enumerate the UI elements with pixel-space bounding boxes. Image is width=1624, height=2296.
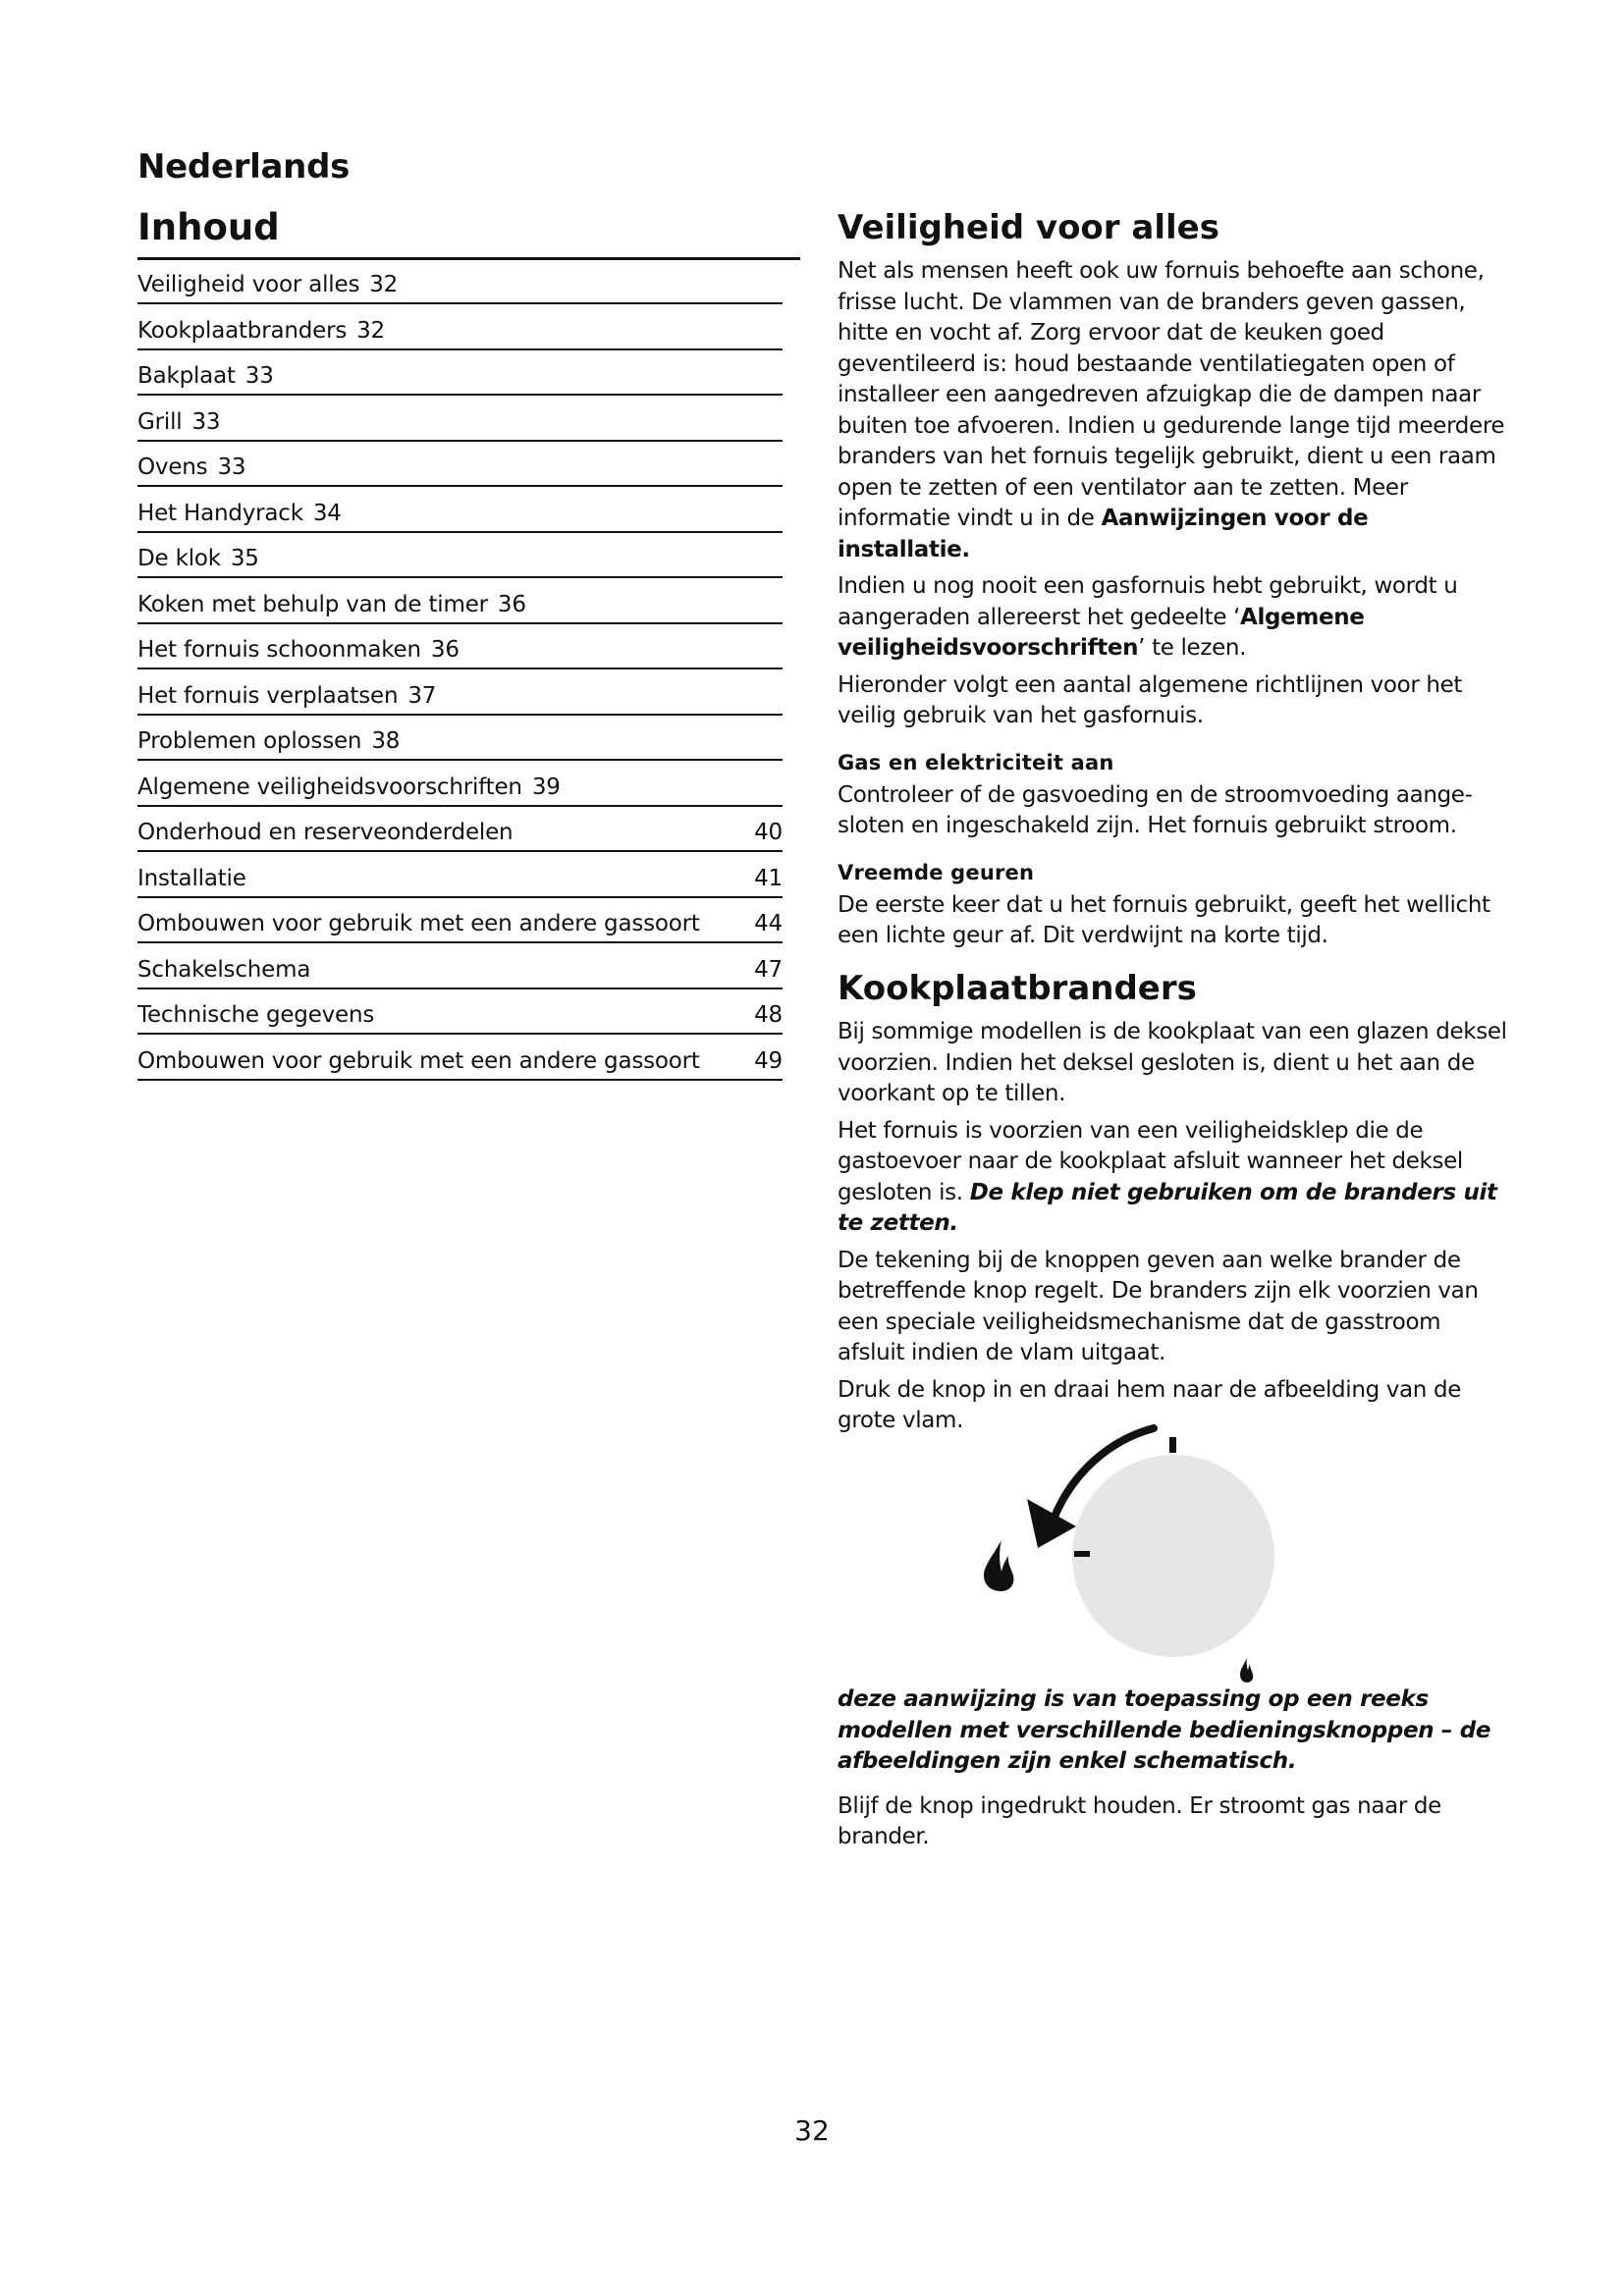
toc-entry-title: Grill	[137, 408, 183, 435]
toc-entry-line	[137, 683, 436, 709]
burners-paragraph: Druk de knop in en draai hem naar de afbeelding van de grote vlam.	[838, 1376, 1462, 1433]
subheading-gas-electricity: Gas en elektriciteit aan	[838, 750, 1114, 774]
toc-entry[interactable]	[137, 900, 783, 943]
toc-entry-page: 37	[407, 682, 437, 709]
toc-entry-page: 36	[430, 637, 460, 663]
toc-divider	[137, 257, 800, 260]
toc-entry[interactable]	[137, 991, 783, 1035]
page-number: 32	[794, 2114, 830, 2147]
toc-entry[interactable]	[137, 1038, 783, 1081]
burners-paragraph: Blijf de knop ingedrukt houden. Er stroomt gas naar de brander.	[838, 1792, 1441, 1849]
toc-entry-title: Algemene veiligheidsvoorschriften	[137, 774, 522, 800]
burners-title: Kookplaatbranders	[838, 969, 1197, 1008]
toc-entry-page: 32	[369, 272, 399, 297]
toc-entry-title: Het Handyrack	[137, 500, 303, 526]
burners-paragraph: Bij sommige modellen is de kookplaat van een glazen deksel voorzien. Indien het deksel gesloten is, dient u het aan de voorkant op te tillen.	[838, 1019, 1507, 1106]
toc-entry[interactable]	[137, 764, 783, 807]
toc-entry-title: Problemen oplossen	[137, 728, 362, 754]
toc-entry[interactable]	[137, 809, 783, 852]
knob-off-mark	[1169, 1437, 1176, 1453]
toc-entry[interactable]	[137, 946, 783, 989]
burners-section-continued	[838, 1684, 1507, 1853]
burners-section	[838, 969, 1507, 1437]
toc-entry-line	[137, 454, 245, 480]
toc-entry-line	[137, 774, 561, 800]
toc-entry-line	[137, 272, 398, 297]
language-heading: Nederlands	[137, 147, 351, 187]
toc-entry-page: 33	[244, 363, 274, 389]
safety-paragraph: Indien u nog nooit een gasfornuis hebt gebruikt, wordt u aangeraden allereerst het gedeelte ‘Algemene veiligheidsvoorschriften’ te lezen.	[838, 573, 1458, 661]
toc-entry-title: Kookplaatbranders	[137, 317, 348, 344]
toc-entry-page: 38	[371, 728, 401, 754]
toc-entry[interactable]	[137, 626, 783, 669]
safety-title: Veiligheid voor alles	[838, 208, 1219, 247]
toc-entry-page: 39	[531, 774, 561, 800]
toc-entry[interactable]	[137, 444, 783, 487]
toc-entry[interactable]	[137, 399, 783, 442]
toc-entry[interactable]	[137, 855, 783, 898]
toc-entry-page: 33	[191, 408, 221, 435]
safety-paragraph: Controleer of de gasvoeding en de stroomvoeding aangesloten en ingeschakeld zijn. Het fornuis gebruikt stroom.	[838, 781, 1473, 838]
toc-entry-line	[137, 409, 220, 435]
toc-entry[interactable]	[137, 672, 783, 716]
toc-title: Inhoud	[137, 206, 280, 248]
toc-entry-title: Ovens	[137, 454, 208, 480]
toc-entry[interactable]	[137, 581, 783, 624]
toc-entry-line	[137, 592, 526, 617]
toc-entry[interactable]	[137, 718, 783, 761]
toc-entry[interactable]	[137, 352, 783, 396]
toc-entry-title: Het fornuis verplaatsen	[137, 682, 399, 709]
small-flame-icon	[1240, 1658, 1253, 1682]
toc-entry[interactable]	[137, 261, 783, 304]
safety-paragraph: Net als mensen heeft ook uw fornuis behoefte aan schone, frisse lucht. De vlammen van de branders geven gassen, hitte en vocht af. Zorg ervoor dat de keuken goed geventileerd is: houd bestaande ventilatiegaten open of installeer een aangedreven afzuigkap die de dampen naar buiten toe afvoeren. Indien u gedurende lange tijd meerdere branders van het fornuis tegelijk gebruikt, dient u een raam open te zetten of een ventilator aan te zetten. Meer informatie vindt u in de Aanwijzingen voor de installatie.	[838, 258, 1505, 562]
safety-paragraph: De eerste keer dat u het fornuis gebruikt, geeft het wellicht een lichte geur af. Dit verdwijnt na korte tijd.	[838, 891, 1490, 948]
toc-entry-title: Koken met behulp van de timer	[137, 591, 488, 617]
toc-entry-title: Onderhoud en reserveonderdelen	[137, 820, 514, 845]
toc-entry-page: 47	[754, 956, 783, 983]
toc-entry-title: Ombouwen voor gebruik met een andere gassoort	[137, 1047, 700, 1074]
toc-entry-page: 41	[754, 865, 783, 891]
toc-entry-page: 36	[497, 591, 526, 617]
arrow-head-icon	[1027, 1499, 1076, 1548]
toc-entry-page: 48	[754, 1002, 783, 1028]
toc-entry-page: 44	[754, 911, 783, 936]
control-knob	[1072, 1455, 1274, 1657]
toc-entry-page: 33	[217, 454, 246, 480]
toc-entry-page: 34	[312, 500, 342, 526]
toc-entry[interactable]	[137, 490, 783, 533]
safety-section	[838, 208, 1507, 952]
knob-max-mark	[1074, 1551, 1090, 1557]
toc-entry-title: Technische gegevens	[137, 1002, 375, 1028]
subheading-strange-smells: Vreemde geuren	[838, 860, 1035, 884]
diagram-caption: deze aanwijzing is van toepassing op een reeks modellen met verschillende bedieningsknoppen – de afbeeldingen zijn enkel schematisch.	[838, 1686, 1491, 1774]
toc-entry[interactable]	[137, 535, 783, 578]
burners-paragraph: Het fornuis is voorzien van een veiligheidsklep die de gastoevoer naar de kookplaat afsluit wanneer het deksel gesloten is. De klep niet gebruiken om de branders uit te zetten.	[838, 1117, 1497, 1236]
safety-paragraph: Hieronder volgt een aantal algemene richtlijnen voor het veilig gebruik van het gasfornuis.	[838, 671, 1463, 728]
burners-paragraph: De tekening bij de knoppen geven aan welke brander de betreffende knop regelt. De branders zijn elk voorzien van een speciale veiligheidsmechanisme dat de gasstroom afsluit indien de vlam uitgaat.	[838, 1247, 1479, 1365]
toc-entry-title: Schakelschema	[137, 956, 311, 983]
toc-entry-line	[137, 637, 460, 663]
toc-entry-line	[137, 318, 385, 344]
toc-entry-line	[137, 363, 274, 389]
toc-entry-page: 49	[754, 1047, 783, 1074]
toc-entry-line	[137, 546, 259, 571]
toc-entry-page: 35	[230, 546, 259, 571]
toc-entry-title: Bakplaat	[137, 363, 236, 389]
toc-entry-page: 32	[356, 317, 385, 344]
toc-entry-title: Installatie	[137, 865, 246, 891]
toc-entry-line	[137, 501, 342, 526]
toc-entry-title: Het fornuis schoonmaken	[137, 637, 421, 663]
large-flame-icon	[984, 1540, 1013, 1591]
toc-entry-title: Veiligheid voor alles	[137, 272, 360, 297]
toc-entry-title: De klok	[137, 546, 221, 571]
toc-list	[137, 261, 783, 1081]
toc-entry-title: Ombouwen voor gebruik met een andere gassoort	[137, 911, 700, 936]
toc-entry[interactable]	[137, 307, 783, 350]
knob-diagram	[972, 1418, 1286, 1693]
toc-entry-line	[137, 728, 400, 754]
toc-entry-page: 40	[754, 820, 783, 845]
